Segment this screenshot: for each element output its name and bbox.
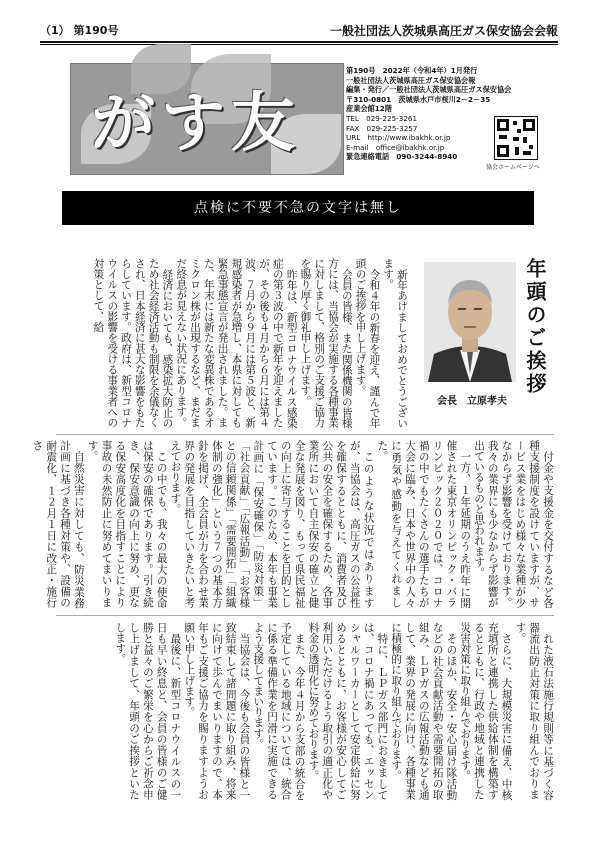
fax-line: FAX 029-225-3257 bbox=[346, 123, 418, 133]
qr-caption: 協会ホームページへ bbox=[486, 164, 540, 171]
paragraph: 特に、ＬＰガス部門におきましては、コロナ禍にあっても、エッセンシャルワーカーとして安定供給に努めるとともに、お客様が安心してご利用いただけるよう取引の適正化や料金の透明化に努めております。 bbox=[307, 622, 389, 800]
email-line: E-mail office@ibakhk.or.jp bbox=[346, 142, 445, 152]
paragraph: この中でも、我々の最大の使命は保安の確保であります。引き続き、保安意識の向上に努め、更なる保安高度化を目指すことにより事故の未然防止に努めてまいります。 bbox=[86, 440, 168, 608]
paragraph: そのほか、安全・安心届け隊活動などの社会貢献活動や需要開拓の取組み、ＬＰガスの広報活動なども通して、業界の発展に向け、各種事業に積極的に取り組んでおります。 bbox=[390, 622, 458, 800]
paragraph: 新年あけましておめでとうございます。 bbox=[382, 258, 408, 428]
slogan-text: 点検に不要不急の文字は無し bbox=[194, 200, 402, 216]
paragraph: 一方、１年延期のうえ昨年に開催された東京オリンピック・パラリンピック２０２０では、コロナ禍の中でもたくさんの選手たちが大会に臨み、日本や世界中の人々に勇気や感動を与えてくれました。 bbox=[376, 440, 472, 608]
slogan-banner bbox=[62, 191, 534, 225]
paragraph: このような状況ではありますが、当協会は、高圧ガスの公益性を確保するとともに、消費者及び公共の安全を確保するため、各事業所において自主保安の確立と健全な発展を図り、もって県民福祉の向上に寄与することを目的としています。このため、本年も事業計画に「保安確保」「防災対策」「社会貢献」「広報活動」「お客様との信頼関係」「需要開拓」「組織体制の強化」という７つの基本方針を掲げ、全会員が力を合わせ業界の発展を目指していきたいと考えております。 bbox=[169, 440, 375, 608]
paragraph: また、今年４月から支部の統合を予定している地域については、統合に係る準備作業を円滑に実施できるよう支援してまいります。 bbox=[252, 622, 306, 800]
paragraph: さらに、大規模災害に備え、中核充填所と連携した供給体制を構築するとともに、行政や地域と連携した災害対策に取り組んでおります。 bbox=[459, 622, 513, 800]
issue-line: 第190号 2022年（令和4年）1月発行 bbox=[346, 66, 478, 75]
column-divider bbox=[56, 434, 554, 435]
publisher-line: 一般社団法人茨城県高圧ガス保安協会報 bbox=[346, 75, 476, 85]
article-column-2 bbox=[31, 440, 554, 608]
paragraph: 付金や支援金を交付するなど各種支援制度を設けていますが、サービス業をはじめ様々な業種が少なからず影響を受けております。我々の業界にも少なからず影響が出ているものと思われます。 bbox=[473, 440, 554, 608]
header-rule-thin bbox=[40, 44, 558, 45]
org-title: 一般社団法人茨城県高圧ガス保安協会会報 bbox=[329, 24, 558, 38]
emergency-line: 緊急連絡電話 090-3244-8940 bbox=[346, 152, 458, 162]
paragraph: 経済においても、感染拡大防止のため社会経済活動も制限を余儀なくされ、日本経済に甚大な影響をもたらしています。政府は、新型コロナウイルスの影響を受ける事業者への対策として、給 bbox=[92, 258, 174, 428]
paragraph: れた液石法施行規則等に基づく容器流出防止対策に取り組んでおります。 bbox=[514, 622, 554, 800]
page-number: （1） 第190号 bbox=[40, 24, 119, 37]
paragraph: 当協会は、今後も会員の皆様と一致結束して諸問題に取り組み、将来に向けて歩んでまいりますので、本年もご支援ご協力を賜りますようお願い申し上げます。 bbox=[183, 622, 251, 800]
paragraph: 昨年は、新型コロナウイルス感染症の第３波の中で新年を迎えましたが、その後も４月から６月には第４波、７月から９月には第５波と、新規感染者が急増し、本県に対しても緊急事態宣言が発出されました。また、年末には新たな変異株であるオミクロン株が出現するなど、まだまだ終息が見えない状況にあります。 bbox=[175, 258, 298, 428]
article-headline: 年頭のご挨拶 bbox=[523, 258, 547, 396]
paragraph: 会員の皆様、また関係機関の皆様方には、当協会が実施する各種事業に対しまして、格別のご支援ご協力を賜り厚く御礼申し上げます。 bbox=[299, 258, 353, 428]
editor-line: 編集・発行／一般社団法人茨城県高圧ガス保安協会 bbox=[346, 85, 512, 95]
page-header bbox=[40, 22, 558, 40]
article-column-3 bbox=[56, 622, 554, 800]
url-line: URL http://www.ibakhk.or.jp bbox=[346, 133, 451, 143]
masthead bbox=[70, 63, 344, 175]
chairman-portrait bbox=[424, 262, 516, 382]
building-line: 産業会館12階 bbox=[346, 104, 392, 114]
address-line: 〒310-0801 茨城県水戸市桜川2－2－35 bbox=[346, 94, 491, 104]
paragraph: 最後に、新型コロナウイルスの一日も早い終息と、会員の皆様のご健勝と益々のご繁栄を心からご祈念申し上げまして、年頭のご挨拶といたします。 bbox=[114, 622, 182, 800]
tel-line: TEL 029-225-3261 bbox=[346, 113, 418, 123]
paragraph: 令和４年の新春を迎え、謹んで年頭のご挨拶を申し上げます。 bbox=[354, 258, 381, 428]
photo-caption: 会長 立原孝夫 bbox=[437, 396, 507, 407]
qr-code-icon[interactable] bbox=[494, 116, 538, 160]
column-divider bbox=[56, 615, 554, 616]
header-rule bbox=[40, 41, 558, 43]
masthead-title: がす友 bbox=[91, 87, 301, 161]
paragraph: 自然災害に対しても、防災業務計画に基づき各種対策や、設備の耐震化、１２月１日に改正・施行さ bbox=[31, 440, 85, 608]
article-column-1 bbox=[56, 258, 408, 428]
